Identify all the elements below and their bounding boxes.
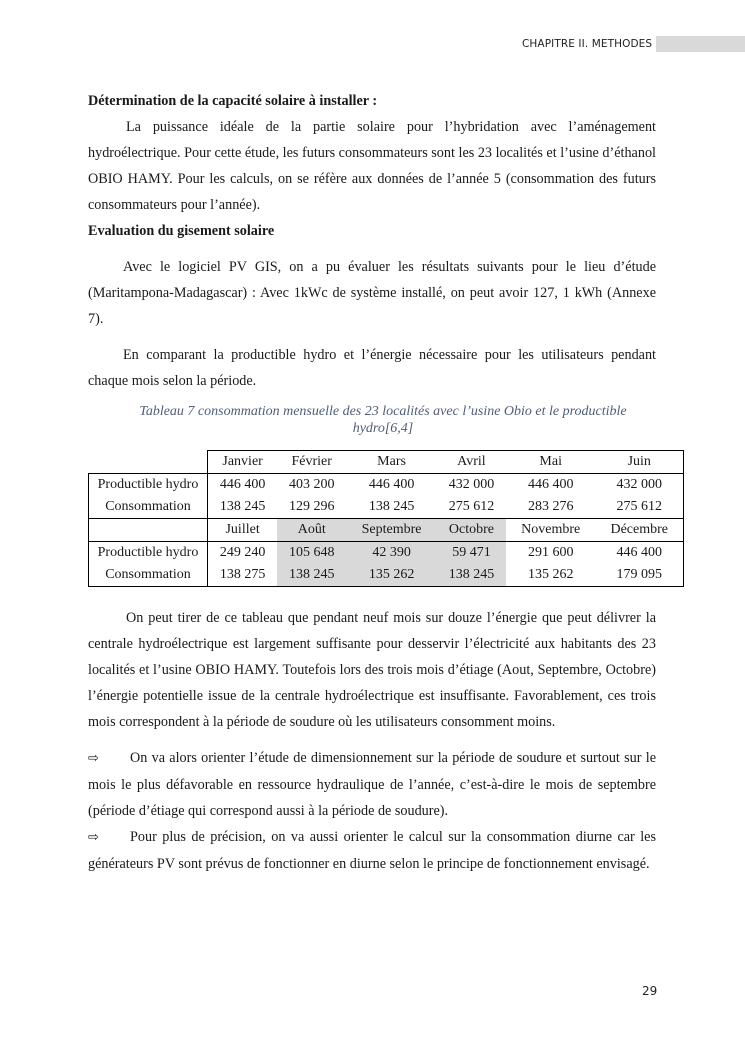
month-header: Juillet <box>208 519 278 542</box>
arrow-right-icon: ⇨ <box>88 751 99 766</box>
paragraph-pvgis: Avec le logiciel PV GIS, on a pu évaluer les résultats suivants pour le lieu d’étude (Maritampona-Madagascar) : Avec 1kWc de système installé, on peut avoir 127, 1 kWh (Annexe 7). <box>88 259 656 327</box>
table-cell: 179 095 <box>596 564 684 587</box>
table-row <box>89 542 684 565</box>
section-heading-capacity: Détermination de la capacité solaire à installer : <box>88 93 378 109</box>
header-decorative-bar <box>656 36 745 52</box>
table-cell-highlighted: 135 262 <box>346 564 437 587</box>
arrow-right-icon: ⇨ <box>88 830 99 845</box>
table-cell: 446 400 <box>208 474 278 497</box>
section-heading-gisement: Evaluation du gisement solaire <box>88 223 275 239</box>
section-conclusion <box>88 605 656 877</box>
paragraph-comparaison: En comparant la productible hydro et l’énergie nécessaire pour les utilisateurs pendant chaque mois selon la période. <box>88 347 656 389</box>
caption-line-1: Tableau 7 consommation mensuelle des 23 localités avec l’usine Obio et le productible <box>139 404 627 419</box>
table-cell: 446 400 <box>596 542 684 565</box>
empty-label-cell <box>89 519 208 542</box>
month-header: Février <box>277 451 346 474</box>
table-cell: 446 400 <box>346 474 437 497</box>
table-cell: 138 275 <box>208 564 278 587</box>
table-cell-highlighted: 42 390 <box>346 542 437 565</box>
paragraph-capacity: La puissance idéale de la partie solaire pour l’hybridation avec l’aménagement hydroélectrique. Pour cette étude, les futurs consommateurs sont les 23 localités et l’usine d’éthanol OBIO HAMY. Pour les calculs, on se réfère aux données de l’année 5 (consommation des futurs consommateurs pour l’année). <box>88 119 656 213</box>
table-cell-highlighted: 138 245 <box>277 564 346 587</box>
table-cell: 432 000 <box>437 474 506 497</box>
month-header: Mars <box>346 451 437 474</box>
empty-corner-cell <box>89 451 208 474</box>
table-cell: 291 600 <box>506 542 596 565</box>
bullet-text: On va alors orienter l’étude de dimensionnement sur la période de soudure et surtout sur le mois le plus défavorable en ressource hydraulique de l’année, c’est-à-dire le mois de septembre (période d’étiage qui correspond aussi à la période de soudure). <box>88 750 656 819</box>
bullet-text: Pour plus de précision, on va aussi orienter le calcul sur la consommation diurne car les générateurs PV sont prévus de fonctionner en diurne selon le principe de fonctionnement envisagé. <box>88 829 656 872</box>
table-cell: 446 400 <box>506 474 596 497</box>
row-label: Consommation <box>89 496 208 519</box>
chapter-header: CHAPITRE II. METHODES <box>522 38 653 50</box>
month-header: Novembre <box>506 519 596 542</box>
month-header: Juin <box>596 451 684 474</box>
table-caption <box>88 403 678 437</box>
bullet-item <box>88 745 656 824</box>
page-number: 29 <box>642 984 658 998</box>
bullet-item <box>88 824 656 877</box>
monthly-consumption-table <box>88 450 684 587</box>
table-cell: 249 240 <box>208 542 278 565</box>
month-header-highlighted: Août <box>277 519 346 542</box>
table-cell: 135 262 <box>506 564 596 587</box>
table-cell-highlighted: 138 245 <box>437 564 506 587</box>
month-header: Mai <box>506 451 596 474</box>
row-label: Productible hydro <box>89 542 208 565</box>
paragraph-conclusion: On peut tirer de ce tableau que pendant neuf mois sur douze l’énergie que peut délivrer la centrale hydroélectrique est largement suffisante pour desservir l’électricité aux habitants des 23 localités et l’usine OBIO HAMY. Toutefois lors des trois mois d’étiage (Aout, Septembre, Octobre) l’énergie potentielle issue de la centrale hydroélectrique est insuffisante. Favorablement, ces trois mois correspondent à la période de soudure où les utilisateurs consomment moins. <box>88 610 656 730</box>
section-capacity <box>88 88 656 394</box>
row-label: Productible hydro <box>89 474 208 497</box>
table-cell: 275 612 <box>596 496 684 519</box>
table-cell: 129 296 <box>288 499 335 514</box>
table-cell: 403 200 <box>277 474 346 497</box>
caption-line-2: hydro[6,4] <box>352 421 414 436</box>
table-cell: 283 276 <box>527 499 574 514</box>
table-cell: 138 245 <box>368 499 415 514</box>
table-cell: 432 000 <box>596 474 684 497</box>
table-row <box>89 496 684 519</box>
month-header: Janvier <box>208 451 278 474</box>
table-cell-highlighted: 105 648 <box>277 542 346 565</box>
month-header: Décembre <box>596 519 684 542</box>
row-label: Consommation <box>89 564 208 587</box>
month-header: Avril <box>437 451 506 474</box>
table-cell: 138 245 <box>208 496 278 519</box>
table-row <box>89 474 684 497</box>
table-header-row-1 <box>89 451 684 474</box>
month-header-highlighted: Septembre <box>346 519 437 542</box>
table-cell-highlighted: 59 471 <box>437 542 506 565</box>
table-row <box>89 564 684 587</box>
month-header-highlighted: Octobre <box>437 519 506 542</box>
table-header-row-2 <box>89 519 684 542</box>
table-cell: 275 612 <box>448 499 495 514</box>
